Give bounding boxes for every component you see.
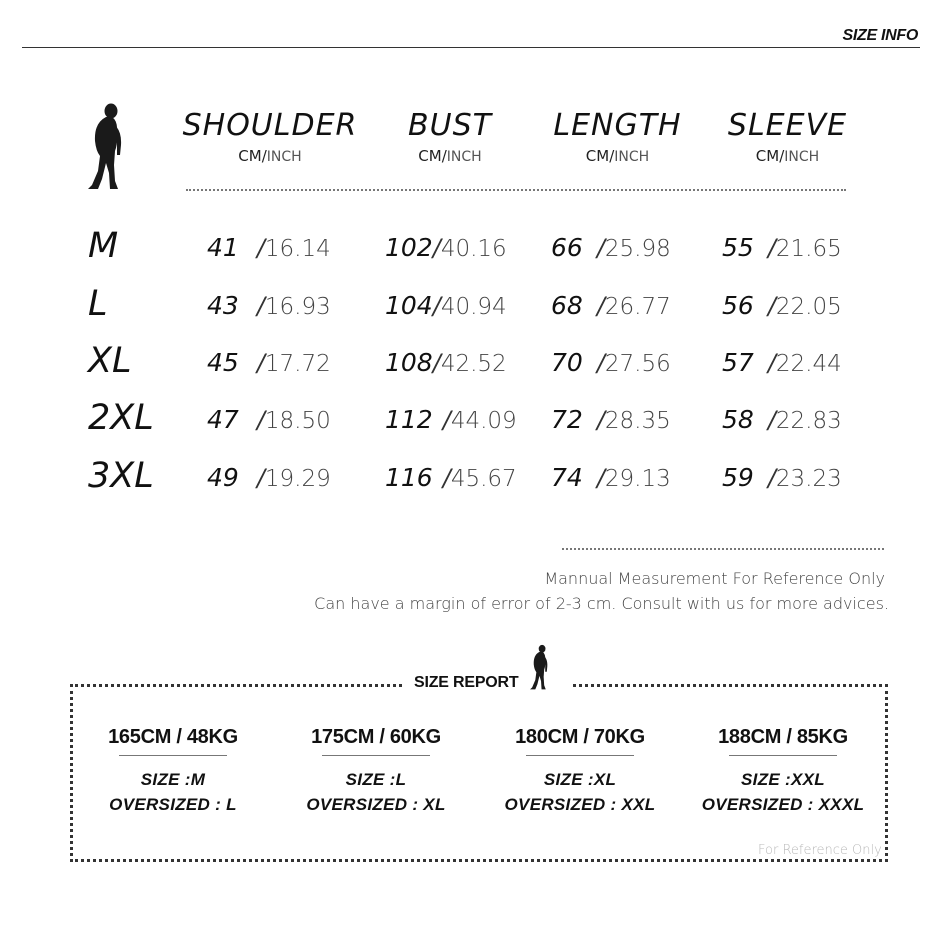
value-cm: 45 xyxy=(207,348,239,377)
col-header-unit xyxy=(545,147,690,165)
unit-inch: INCH xyxy=(446,149,482,165)
value-sep: / xyxy=(596,349,605,377)
size-report-item-3 xyxy=(490,726,670,815)
value-inch: 27.56 xyxy=(604,351,671,377)
unit-inch: INCH xyxy=(784,149,820,165)
cell-2xl-shoulder xyxy=(207,405,331,434)
reference-only-footnote: For Reference Only xyxy=(758,843,882,858)
cell-m-shoulder xyxy=(207,233,331,262)
cell-3xl-shoulder xyxy=(207,463,331,492)
note-measurement: Mannual Measurement For Reference Only xyxy=(544,569,885,588)
value-cm: 72 xyxy=(551,405,583,434)
col-header-label: SLEEVE xyxy=(727,108,848,143)
size-label-xl: XL xyxy=(88,341,132,381)
value-sep: / xyxy=(432,349,441,377)
recommended-size: SIZE :M xyxy=(140,770,206,789)
value-cm: 68 xyxy=(551,291,583,320)
value-cm: 70 xyxy=(551,348,583,377)
cell-3xl-length xyxy=(551,463,671,492)
value-sep: / xyxy=(596,234,605,262)
recommended-size: SIZE :L xyxy=(345,770,407,789)
value-inch: 22.83 xyxy=(775,408,842,434)
value-inch: 25.98 xyxy=(604,236,671,262)
value-cm: 43 xyxy=(207,291,239,320)
size-info-title: SIZE INFO xyxy=(842,27,918,44)
value-cm: 66 xyxy=(551,233,583,262)
size-label-l: L xyxy=(88,284,108,324)
cell-l-sleeve xyxy=(722,291,842,320)
value-sep: / xyxy=(432,292,441,320)
value-sep: / xyxy=(432,234,441,262)
value-cm: 56 xyxy=(722,291,754,320)
item-divider xyxy=(526,755,634,756)
value-inch: 21.65 xyxy=(775,236,842,262)
value-cm: 116 xyxy=(385,463,433,492)
col-header-unit xyxy=(385,147,515,165)
value-inch: 45.67 xyxy=(450,466,517,492)
oversized-size: OVERSIZED : XL xyxy=(306,795,446,814)
walking-figure-icon xyxy=(528,642,552,692)
size-report-item-1 xyxy=(83,726,263,815)
value-sep: / xyxy=(442,464,451,492)
value-sep: / xyxy=(256,234,265,262)
col-header-shoulder xyxy=(180,108,360,165)
value-sep: / xyxy=(767,464,776,492)
value-inch: 44.09 xyxy=(450,408,517,434)
value-sep: / xyxy=(596,292,605,320)
value-inch: 23.23 xyxy=(775,466,842,492)
cell-xl-bust xyxy=(385,348,507,377)
cell-m-sleeve xyxy=(722,233,842,262)
note-dotted-divider xyxy=(562,548,884,550)
size-label-m: M xyxy=(88,226,119,266)
value-sep: / xyxy=(256,292,265,320)
cell-3xl-sleeve xyxy=(722,463,842,492)
value-inch: 40.94 xyxy=(440,294,507,320)
value-cm: 57 xyxy=(722,348,754,377)
header-divider xyxy=(22,47,920,48)
note-margin-of-error: Can have a margin of error of 2-3 cm. Consult with us for more advices. xyxy=(314,594,889,613)
oversized-size: OVERSIZED : XXL xyxy=(504,795,656,814)
value-inch: 19.29 xyxy=(264,466,331,492)
value-inch: 40.16 xyxy=(440,236,507,262)
unit-cm: CM xyxy=(238,147,262,165)
value-inch: 22.05 xyxy=(775,294,842,320)
value-cm: 104 xyxy=(385,291,433,320)
value-sep: / xyxy=(767,292,776,320)
value-sep: / xyxy=(256,464,265,492)
unit-sep: / xyxy=(441,147,447,165)
cell-l-length xyxy=(551,291,671,320)
col-header-label: SHOULDER xyxy=(182,108,358,143)
oversized-size: OVERSIZED : L xyxy=(109,795,237,814)
value-inch: 28.35 xyxy=(604,408,671,434)
cell-3xl-bust xyxy=(385,463,517,492)
header-dotted-divider xyxy=(186,189,846,191)
value-cm: 55 xyxy=(722,233,754,262)
unit-cm: CM xyxy=(755,147,780,165)
value-sep: / xyxy=(256,406,265,434)
value-cm: 59 xyxy=(722,463,754,492)
unit-sep: / xyxy=(779,147,785,165)
value-cm: 108 xyxy=(385,348,433,377)
unit-cm: CM xyxy=(418,147,442,165)
size-report-item-2 xyxy=(286,726,466,815)
value-sep: / xyxy=(767,234,776,262)
value-inch: 29.13 xyxy=(604,466,671,492)
value-sep: / xyxy=(256,349,265,377)
cell-l-shoulder xyxy=(207,291,331,320)
value-inch: 17.72 xyxy=(264,351,331,377)
value-inch: 26.77 xyxy=(604,294,671,320)
col-header-label: LENGTH xyxy=(553,108,682,143)
unit-sep: / xyxy=(261,147,267,165)
recommended-size: SIZE :XL xyxy=(543,770,617,789)
value-cm: 112 xyxy=(385,405,433,434)
value-inch: 22.44 xyxy=(775,351,842,377)
value-sep: / xyxy=(596,406,605,434)
value-cm: 41 xyxy=(207,233,239,262)
value-inch: 18.50 xyxy=(264,408,331,434)
unit-sep: / xyxy=(609,147,615,165)
unit-inch: INCH xyxy=(614,149,650,165)
col-header-unit xyxy=(720,147,855,165)
value-cm: 102 xyxy=(385,233,433,262)
cell-xl-shoulder xyxy=(207,348,331,377)
size-report-item-4 xyxy=(693,726,873,815)
unit-inch: INCH xyxy=(266,149,302,165)
cell-2xl-sleeve xyxy=(722,405,842,434)
value-inch: 42.52 xyxy=(440,351,507,377)
height-weight: 165CM / 48KG xyxy=(108,726,238,748)
cell-m-bust xyxy=(385,233,507,262)
size-label-2xl: 2XL xyxy=(88,398,154,438)
value-inch: 16.93 xyxy=(264,294,331,320)
cell-m-length xyxy=(551,233,671,262)
item-divider xyxy=(119,755,227,756)
value-sep: / xyxy=(767,406,776,434)
col-header-label: BUST xyxy=(408,108,492,143)
recommended-size: SIZE :XXL xyxy=(741,770,825,789)
value-cm: 58 xyxy=(722,405,754,434)
col-header-length xyxy=(545,108,690,165)
value-cm: 49 xyxy=(207,463,239,492)
walking-figure-icon xyxy=(84,101,130,191)
value-cm: 74 xyxy=(551,463,583,492)
cell-xl-length xyxy=(551,348,671,377)
cell-2xl-bust xyxy=(385,405,517,434)
value-inch: 16.14 xyxy=(264,236,331,262)
height-weight: 188CM / 85KG xyxy=(718,726,848,748)
oversized-size: OVERSIZED : XXXL xyxy=(701,795,865,814)
unit-cm: CM xyxy=(585,147,610,165)
item-divider xyxy=(729,755,837,756)
value-sep: / xyxy=(767,349,776,377)
value-sep: / xyxy=(596,464,605,492)
cell-xl-sleeve xyxy=(722,348,842,377)
size-label-3xl: 3XL xyxy=(88,456,154,496)
height-weight: 175CM / 60KG xyxy=(311,726,441,748)
height-weight: 180CM / 70KG xyxy=(515,726,645,748)
cell-2xl-length xyxy=(551,405,671,434)
size-report-title: SIZE REPORT xyxy=(414,674,519,691)
value-sep: / xyxy=(442,406,451,434)
item-divider xyxy=(322,755,430,756)
col-header-unit xyxy=(180,147,360,165)
cell-l-bust xyxy=(385,291,507,320)
col-header-bust xyxy=(385,108,515,165)
value-cm: 47 xyxy=(207,405,239,434)
col-header-sleeve xyxy=(720,108,855,165)
